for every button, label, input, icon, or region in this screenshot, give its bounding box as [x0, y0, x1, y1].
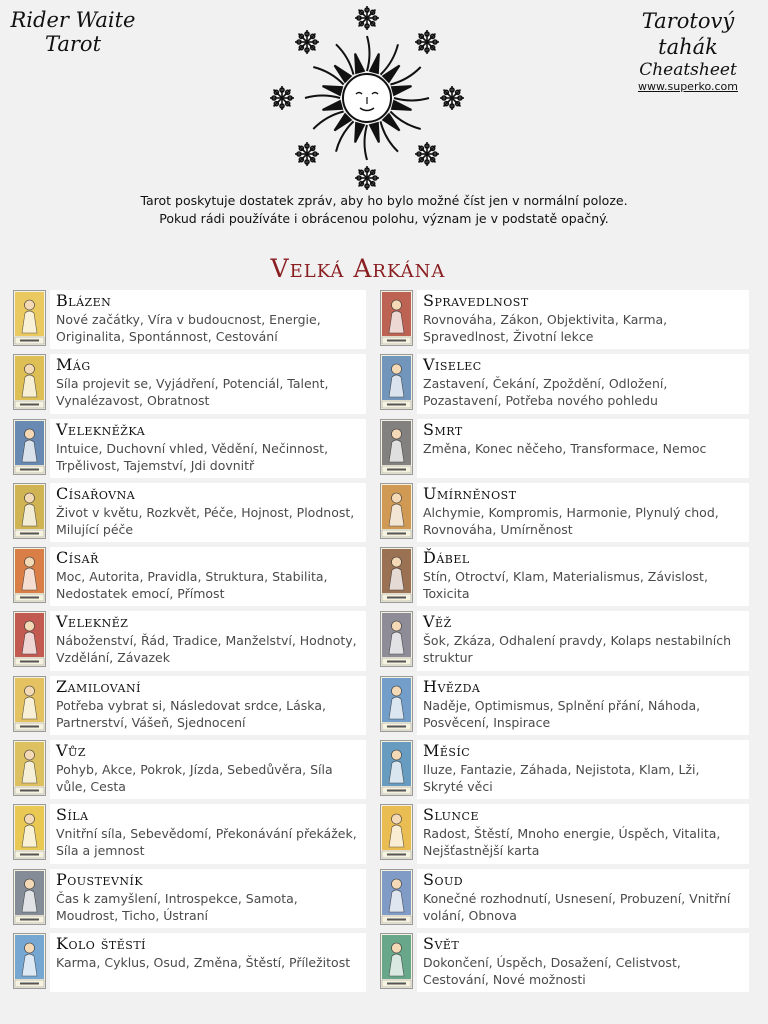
card-description: Rovnováha, Zákon, Objektivita, Karma, Spravedlnost, Životní lekce: [423, 312, 668, 344]
sun-ray-icon: [370, 54, 379, 73]
card-title: Svět: [423, 933, 460, 953]
card-smrt: [380, 419, 749, 478]
card-description: Karma, Cyklus, Osud, Změna, Štěstí, Příležitost: [56, 954, 351, 970]
card-title: Smrt: [423, 419, 463, 439]
card-cisar: [13, 547, 366, 606]
card-hvezda: [380, 676, 749, 735]
card-soud: [380, 869, 749, 928]
snowflake-icon: [295, 30, 319, 54]
sun-ray-icon: [323, 101, 342, 110]
card-description: Vnitřní síla, Sebevědomí, Překonávání překážek, Síla a jemnost: [56, 826, 357, 859]
card-description: Život v květu, Rozkvět, Péče, Hojnost, Plodnost, Milující péče: [56, 504, 355, 537]
card-title: Mág: [56, 355, 91, 375]
card-image-icon: [380, 354, 413, 410]
card-sila: [13, 804, 366, 863]
card-title: Poustevník: [56, 869, 144, 889]
sun-ray-icon: [394, 98, 429, 101]
card-image-icon: [380, 740, 413, 796]
sun-ray-icon: [355, 123, 364, 142]
card-description: Moc, Autorita, Pravidla, Struktura, Stabilita, Nedostatek emocí, Přímost: [56, 569, 328, 602]
card-description: Šok, Zkáza, Odhalení pravdy, Kolaps nestabilních struktur: [423, 633, 732, 666]
card-title: Slunce: [423, 805, 480, 825]
card-title: Vůz: [56, 741, 86, 761]
card-description: Změna, Konec něčeho, Transformace, Nemoc: [423, 440, 707, 456]
card-title: Viselec: [423, 355, 482, 375]
card-title: Kolo štěstí: [56, 933, 146, 953]
card-image-icon: [13, 611, 46, 667]
card-description: Pohyb, Akce, Pokrok, Jízda, Sebedůvěra, Síla vůle, Cesta: [56, 762, 333, 795]
card-title: Spravedlnost: [423, 291, 529, 310]
brand-title-line2: Tarot: [44, 32, 102, 56]
card-kolo-stesti: [13, 933, 366, 992]
card-title: Velekněz: [56, 612, 129, 632]
snowflake-icon: [355, 6, 379, 30]
sun-ray-icon: [370, 123, 379, 142]
cheatsheet-title: [618, 8, 758, 94]
card-image-icon: [13, 676, 46, 732]
card-description: Síla projevit se, Vyjádření, Potenciál, Talent, Vynalézavost, Obratnost: [56, 376, 329, 409]
card-image-icon: [13, 804, 46, 860]
card-image-icon: [380, 290, 413, 346]
sun-ray-icon: [367, 36, 370, 71]
sun-emblem-icon: [262, 2, 472, 194]
card-image-icon: [13, 740, 46, 796]
sun-ray-icon: [392, 86, 411, 95]
card-cisarovna: [13, 483, 366, 542]
sun-ray-icon: [305, 96, 340, 99]
card-viselec: [380, 354, 749, 413]
card-description: Dokončení, Úspěch, Dosažení, Celistvost, Cestování, Nové možnosti: [423, 954, 681, 987]
card-image-icon: [380, 933, 413, 989]
card-title: Zamilovaní: [56, 676, 141, 696]
card-title: Císařovna: [56, 483, 136, 503]
intro-line1: Tarot poskytuje dostatek zpráv, aby ho bylo možné číst jen v normální poloze.: [140, 193, 628, 208]
card-title: Císař: [56, 548, 99, 568]
intro-line2: Pokud rádi používáte i obrácenou polohu, význam je v podstatě opačný.: [159, 211, 609, 226]
card-description: Konečné rozhodnutí, Usnesení, Probuzení, Vnitřní volání, Obnova: [423, 890, 731, 923]
brand-title-line1: Rider Waite: [10, 8, 136, 32]
card-description: Zastavení, Čekání, Zpoždění, Odložení, Pozastavení, Potřeba nového pohledu: [423, 376, 668, 409]
card-title: Síla: [56, 805, 89, 825]
card-description: Intuice, Duchovní vhled, Vědění, Nečinnost, Trpělivost, Tajemství, Jdi dovnitř: [56, 440, 329, 473]
card-spravedlnost: [380, 290, 749, 349]
card-title: Hvězda: [423, 676, 481, 696]
card-image-icon: [13, 419, 46, 475]
sun-ray-icon: [392, 101, 411, 110]
card-image-icon: [13, 354, 46, 410]
card-description: Náboženství, Řád, Tradice, Manželství, Hodnoty, Vzdělání, Závazek: [56, 633, 357, 666]
sun-ray-icon: [365, 125, 368, 160]
sun-ray-icon: [323, 86, 342, 95]
card-title: Umírněnost: [423, 483, 517, 503]
card-zamilovani: [13, 676, 366, 735]
card-image-icon: [380, 804, 413, 860]
snowflake-icon: [295, 142, 319, 166]
card-image-icon: [380, 547, 413, 603]
card-umirnenost: [380, 483, 749, 542]
card-dabel: [380, 547, 749, 606]
card-description: Nové začátky, Víra v budoucnost, Energie, Originalita, Spontánnost, Cestování: [56, 312, 321, 344]
card-title: Měsíc: [423, 741, 471, 761]
card-image-icon: [380, 869, 413, 925]
card-mesic: [380, 740, 749, 799]
card-grid: [13, 290, 753, 998]
card-description: Naděje, Optimismus, Splnění přání, Náhoda, Posvěcení, Inspirace: [423, 697, 701, 730]
cheatsheet-title-line2: Cheatsheet: [639, 60, 737, 80]
card-image-icon: [13, 933, 46, 989]
card-vez: [380, 611, 749, 670]
card-title: Ďábel: [423, 548, 470, 568]
card-veleknezka: [13, 419, 366, 478]
snowflake-icon: [440, 86, 464, 110]
card-description: Alchymie, Kompromis, Harmonie, Plynulý chod, Rovnováha, Umírněnost: [423, 504, 719, 537]
brand-title: [8, 8, 138, 56]
card-title: Věž: [423, 612, 452, 632]
snowflake-icon: [415, 142, 439, 166]
card-vuz: [13, 740, 366, 799]
intro-text: [100, 192, 668, 228]
card-title: Soud: [423, 869, 464, 889]
card-image-icon: [380, 483, 413, 539]
card-description: Radost, Štěstí, Mnoho energie, Úspěch, Vitalita, Nejšťastnější karta: [423, 826, 721, 859]
card-mag: [13, 354, 366, 413]
card-veleknez: [13, 611, 366, 670]
card-title: Blázen: [56, 291, 112, 310]
card-description: Čas k zamyšlení, Introspekce, Samota, Moudrost, Ticho, Ústraní: [56, 890, 298, 923]
card-image-icon: [13, 547, 46, 603]
website-link[interactable]: www.superko.com: [638, 80, 738, 93]
card-image-icon: [13, 290, 46, 346]
cheatsheet-title-line1: Tarotový tahák: [641, 9, 735, 59]
snowflake-icon: [270, 86, 294, 110]
card-title: Velekněžka: [56, 419, 146, 439]
card-poustevnik: [13, 869, 366, 928]
snowflake-icon: [415, 30, 439, 54]
card-image-icon: [13, 869, 46, 925]
card-slunce: [380, 804, 749, 863]
card-description: Iluze, Fantazie, Záhada, Nejistota, Klam, Lži, Skryté věci: [423, 762, 700, 795]
snowflake-icon: [355, 166, 379, 190]
card-image-icon: [380, 419, 413, 475]
card-image-icon: [380, 611, 413, 667]
card-image-icon: [380, 676, 413, 732]
card-image-icon: [13, 483, 46, 539]
card-blazen: [13, 290, 366, 349]
card-svet: [380, 933, 749, 992]
card-description: Potřeba vybrat si, Následovat srdce, Láska, Partnerství, Vášeň, Sjednocení: [56, 697, 326, 730]
card-description: Stín, Otroctví, Klam, Materialismus, Závislost, Toxicita: [423, 569, 708, 602]
section-title: Velká Arkána: [270, 254, 446, 283]
sun-ray-icon: [355, 54, 364, 73]
